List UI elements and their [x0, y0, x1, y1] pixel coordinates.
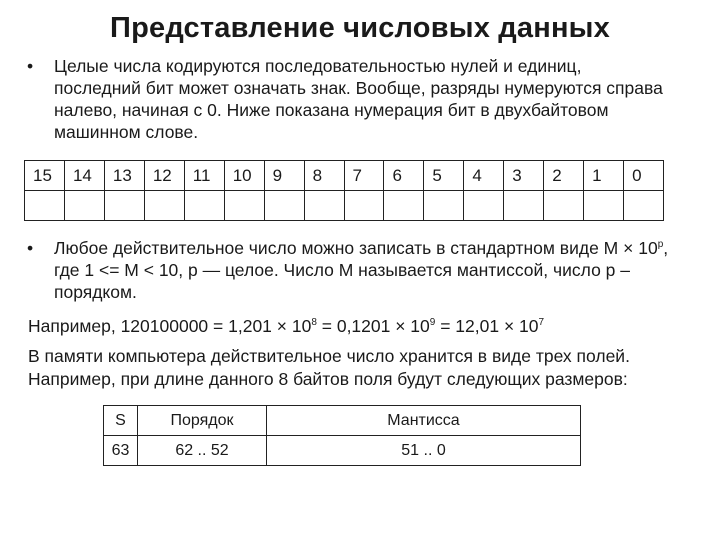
bit-number-cell: 11	[184, 161, 224, 191]
bit-number-cell: 3	[504, 161, 544, 191]
paragraph-integers-text: Целые числа кодируются последовательностью нулей и единиц, последний бит может означать знак. Вообще, разряды нумеруются справа налево, начиная с 0. Ниже показана нумерация бит в двухбайтовом машинном слове.	[54, 56, 663, 142]
bit-number-cell: 9	[264, 161, 304, 191]
field-header-sign: S	[104, 406, 138, 436]
bit-number-cell: 2	[544, 161, 584, 191]
bit-value-cell	[584, 191, 624, 221]
fields-table	[103, 405, 581, 466]
fields-header-row	[104, 406, 581, 436]
memory-line-2: Например, при длине данного 8 байтов поля будут следующих размеров:	[28, 369, 628, 389]
bit-value-cell	[264, 191, 304, 221]
bit-number-cell: 6	[384, 161, 424, 191]
exponent-p: p	[657, 239, 664, 250]
bullet-icon: •	[27, 238, 34, 258]
bit-value-cell	[64, 191, 104, 221]
fields-value-row	[104, 436, 581, 466]
bit-number-cell: 7	[344, 161, 384, 191]
bit-numbering-table	[24, 160, 664, 221]
bit-number-cell: 0	[624, 161, 664, 191]
bit-value-cell	[424, 191, 464, 221]
bit-value-row	[25, 191, 664, 221]
example-exp-2: 9	[429, 317, 436, 328]
bit-number-cell: 4	[464, 161, 504, 191]
field-value-sign: 63	[104, 436, 138, 466]
example-prefix: Например, 120100000 = 1,201 × 10	[28, 316, 312, 336]
bit-value-cell	[464, 191, 504, 221]
bit-number-cell: 10	[224, 161, 264, 191]
example-exp-3: 7	[538, 317, 545, 328]
bit-value-cell	[104, 191, 144, 221]
paragraph-real-part1: Любое действительное число можно записать в стандартном виде M × 10	[54, 238, 658, 258]
bit-value-cell	[504, 191, 544, 221]
example-mid-2: = 12,01 × 10	[435, 316, 539, 336]
bit-value-cell	[384, 191, 424, 221]
bit-number-cell: 1	[584, 161, 624, 191]
field-header-exponent: Порядок	[138, 406, 267, 436]
bit-number-cell: 8	[304, 161, 344, 191]
field-value-exponent: 62 .. 52	[138, 436, 267, 466]
paragraph-integers	[27, 55, 664, 143]
bit-value-cell	[544, 191, 584, 221]
page-title: Представление числовых данных	[110, 12, 610, 44]
bit-value-cell	[344, 191, 384, 221]
memory-line-1: В памяти компьютера действительное число хранится в виде трех полей.	[28, 346, 630, 366]
bit-number-cell: 5	[424, 161, 464, 191]
bit-value-cell	[25, 191, 65, 221]
paragraph-real-part2: , где 1 <= M < 10, p — целое. Число M называется мантиссой, число p – порядком.	[54, 238, 669, 302]
bit-value-cell	[184, 191, 224, 221]
bit-value-cell	[224, 191, 264, 221]
example-line	[28, 315, 544, 337]
bit-value-cell	[624, 191, 664, 221]
bullet-icon: •	[27, 56, 34, 76]
example-mid-1: = 0,1201 × 10	[316, 316, 430, 336]
field-value-mantissa: 51 .. 0	[267, 436, 581, 466]
bit-number-cell: 13	[104, 161, 144, 191]
bit-number-cell: 12	[144, 161, 184, 191]
bit-number-row	[25, 161, 664, 191]
field-header-mantissa: Мантисса	[267, 406, 581, 436]
bit-number-cell: 14	[64, 161, 104, 191]
example-exp-1: 8	[311, 317, 317, 328]
paragraph-real-numbers	[27, 237, 694, 303]
bit-number-cell: 15	[25, 161, 65, 191]
bit-value-cell	[144, 191, 184, 221]
bit-value-cell	[304, 191, 344, 221]
